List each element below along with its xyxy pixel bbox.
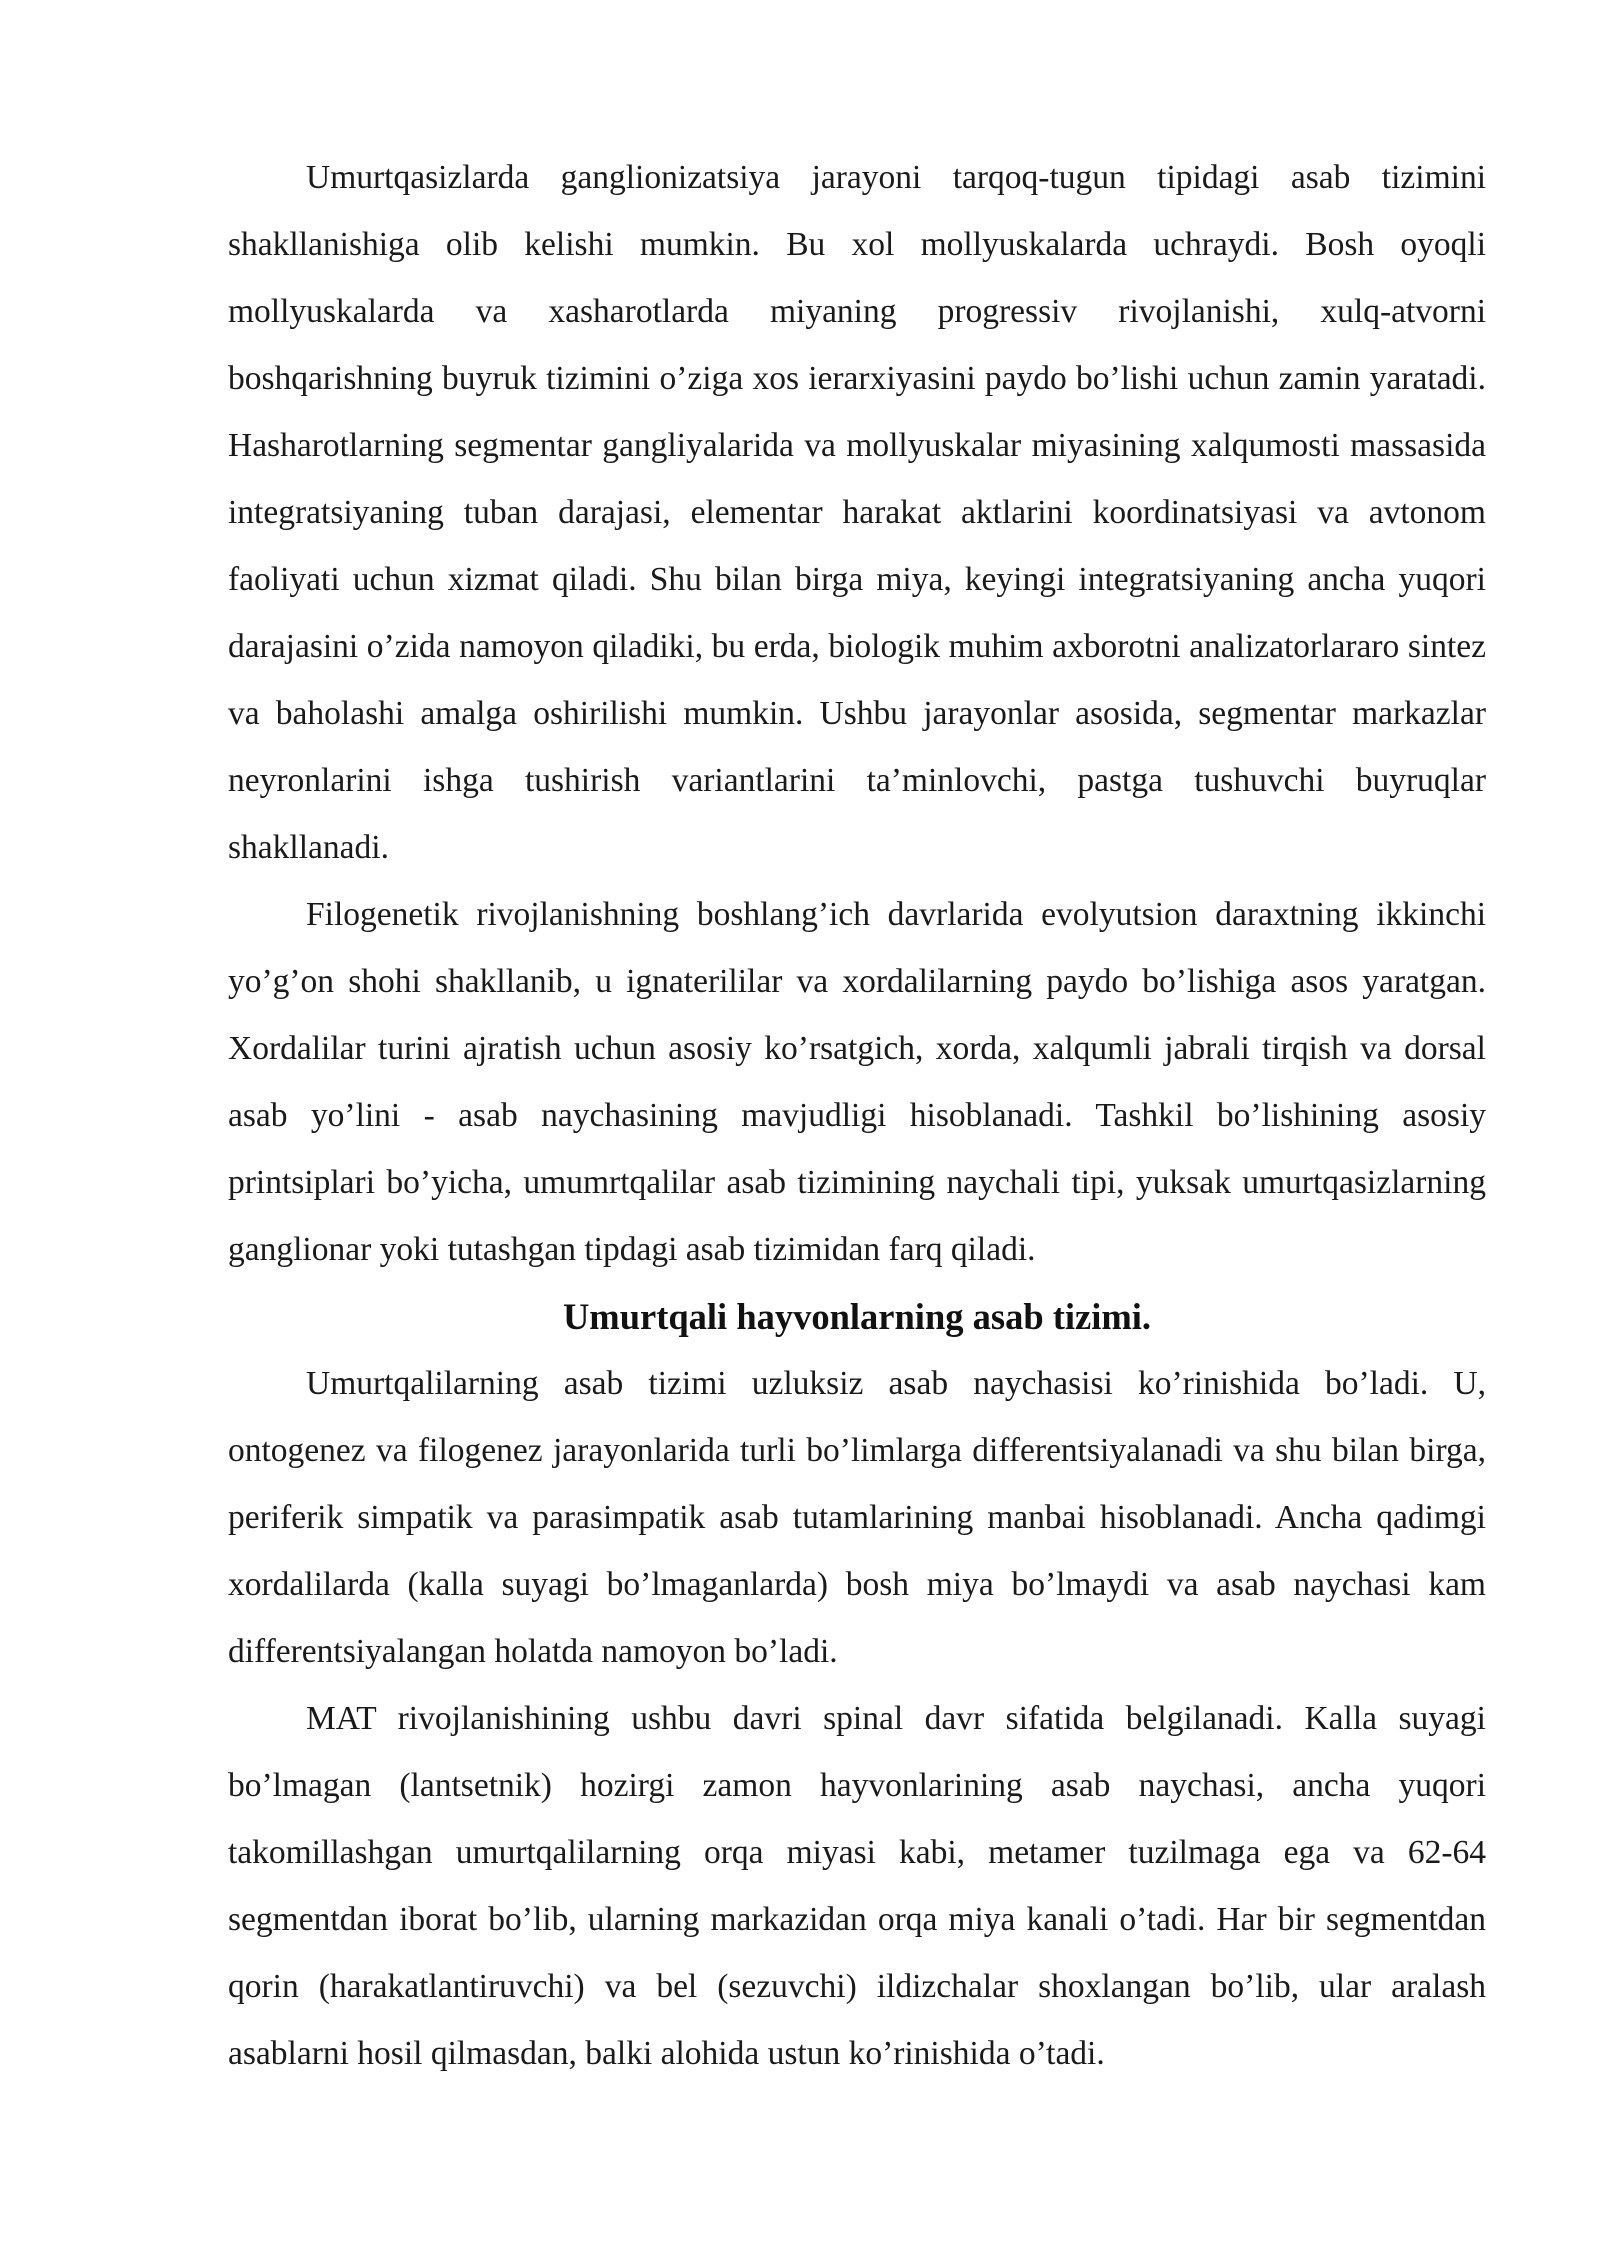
paragraph-ganglionization: Umurtqasizlarda ganglionizatsiya jarayoni tarqoq-tugun tipidagi asab tizimini shakllanishiga olib kelishi mumkin. Bu xol mollyuskalarda uchraydi. Bosh oyoqli mollyuskalarda va xasharotlarda miyaning progressiv rivojlanishi, xulq-atvorni boshqarishning buyruk tizimini o’ziga xos ierarxiyasini paydo bo’lishi uchun zamin yaratadi. Hasharotlarning segmentar gangliyalarida va mollyuskalar miyasining xalqumosti massasida integratsiyaning tuban darajasi, elementar harakat aktlarini koordinatsiyasi va avtonom faoliyati uchun xizmat qiladi. Shu bilan birga miya, keyingi integratsiyaning ancha yuqori darajasini o’zida namoyon qiladiki, bu erda, biologik muhim axborotni analizatorlararo sintez va baholashi amalga oshirilishi mumkin. Ushbu jarayonlar asosida, segmentar markazlar neyronlarini ishga tushirish variantlarini ta’minlovchi, pastga tushuvchi buyruqlar shakllanadi.	[228, 159, 1486, 866]
paragraph-phylogenetic-development: Filogenetik rivojlanishning boshlang’ich davrlarida evolyutsion daraxtning ikkinchi yo’g’on shohi shakllanib, u ignaterililar va xordalilarning paydo bo’lishiga asos yaratgan. Xordalilar turini ajratish uchun asosiy ko’rsatgich, xorda, xalqumli jabrali tirqish va dorsal asab yo’lini - asab naychasining mavjudligi hisoblanadi. Tashkil bo’lishining asosiy printsiplari bo’yicha, umumrtqalilar asab tizimining naychali tipi, yuksak umurtqasizlarning ganglionar yoki tutashgan tipdagi asab tizimidan farq qiladi.	[228, 896, 1486, 1268]
paragraph-vertebrate-nervous-system: Umurtqalilarning asab tizimi uzluksiz asab naychasisi ko’rinishida bo’ladi. U, ontogenez va filogenez jarayonlarida turli bo’limlarga differentsiyalanadi va shu bilan birga, periferik simpatik va parasimpatik asab tutamlarining manbai hisoblanadi. Ancha qadimgi xordalilarda (kalla suyagi bo’lmaganlarda) bosh miya bo’lmaydi va asab naychasi kam differentsiyalangan holatda namoyon bo’ladi.	[228, 1365, 1486, 1670]
section-heading: Umurtqali hayvonlarning asab tizimi.	[562, 1296, 1152, 1337]
document-page	[228, 144, 1486, 2087]
paragraph-spinal-period: MAT rivojlanishining ushbu davri spinal davr sifatida belgilanadi. Kalla suyagi bo’lmagan (lantsetnik) hozirgi zamon hayvonlarining asab naychasi, ancha yuqori takomillashgan umurtqalilarning orqa miyasi kabi, metamer tuzilmaga ega va 62-64 segmentdan iborat bo’lib, ularning markazidan orqa miya kanali o’tadi. Har bir segmentdan qorin (harakatlantiruvchi) va bel (sezuvchi) ildizchalar shoxlangan bo’lib, ular aralash asablarni hosil qilmasdan, balki alohida ustun ko’rinishida o’tadi.	[228, 1700, 1486, 2072]
